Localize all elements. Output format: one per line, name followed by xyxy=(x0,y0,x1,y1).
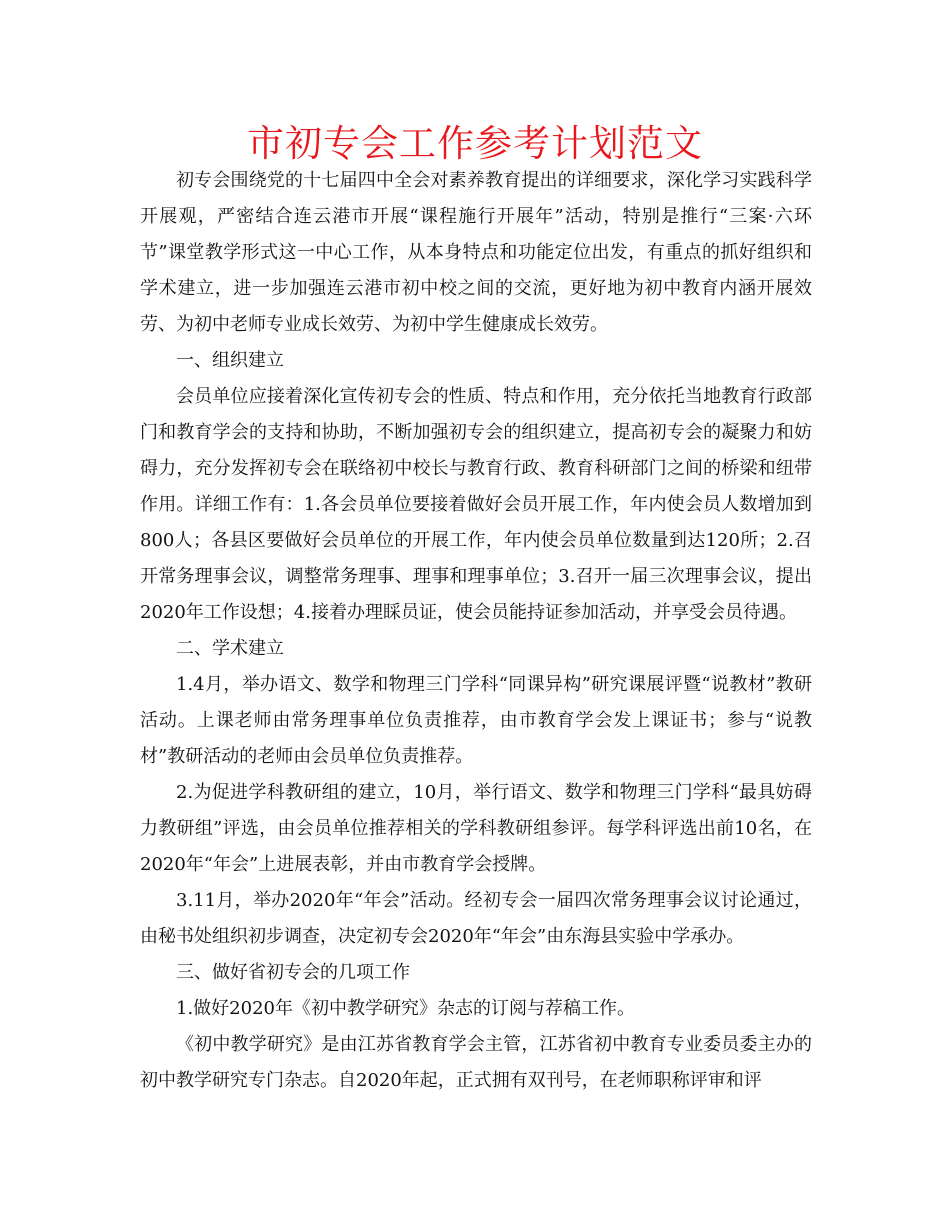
section-heading-organization: 一、组织建立 xyxy=(176,350,284,371)
academic-item-1: 1.4月，举办语文、数学和物理三门学科“同课异构”研究课展评暨“说教材”教研活动。上课老师由常务理事单位负责推荐，由市教育学会发上课证书；参与“说教材”教研活动的老师由会员单位负责推荐。 xyxy=(140,674,812,767)
intro-paragraph: 初专会围绕党的十七届四中全会对素养教育提出的详细要求，深化学习实践科学开展观，严密结合连云港市开展“课程施行开展年”活动，特别是推行“三案·六环节”课堂教学形式这一中心工作，从本身特点和功能定位出发，有重点的抓好组织和学术建立，进一步加强连云港市初中校之间的交流，更好地为初中教育内涵开展效劳、为初中老师专业成长效劳、为初中学生健康成长效劳。 xyxy=(140,170,812,335)
provincial-item-1: 1.做好2020年《初中教学研究》杂志的订阅与荐稿工作。 xyxy=(176,998,635,1019)
section-heading-provincial: 三、做好省初专会的几项工作 xyxy=(176,962,410,983)
academic-item-3: 3.11月，举办2020年“年会”活动。经初专会一届四次常务理事会议讨论通过，由秘书处组织初步调查，决定初专会2020年“年会”由东海县实验中学承办。 xyxy=(140,890,812,947)
organization-paragraph: 会员单位应接着深化宣传初专会的性质、特点和作用，充分依托当地教育行政部门和教育学会的支持和协助，不断加强初专会的组织建立，提高初专会的凝聚力和妨碍力，充分发挥初专会在联络初中校长与教育行政、教育科研部门之间的桥梁和纽带作用。详细工作有：1.各会员单位要接着做好会员开展工作，年内使会员人数增加到800人；各县区要做好会员单位的开展工作，年内使会员单位数量到达120所；2.召开常务理事会议，调整常务理事、理事和理事单位；3.召开一届三次理事会议，提出2020年工作设想；4.接着办理睬员证，使会员能持证参加活动，并享受会员待遇。 xyxy=(140,386,812,623)
document-body xyxy=(140,163,812,1099)
section-heading-academic: 二、学术建立 xyxy=(176,638,284,659)
journal-paragraph: 《初中教学研究》是由江苏省教育学会主管，江苏省初中教育专业委员委主办的初中教学研究专门杂志。自2020年起，正式拥有双刊号，在老师职称评审和评 xyxy=(140,1034,812,1091)
academic-item-2: 2.为促进学科教研组的建立，10月，举行语文、数学和物理三门学科“最具妨碍力教研组”评选，由会员单位推荐相关的学科教研组参评。每学科评选出前10名，在2020年“年会”上进展表彰，并由市教育学会授牌。 xyxy=(140,782,812,875)
document-title: 市初专会工作参考计划范文 xyxy=(247,122,703,165)
